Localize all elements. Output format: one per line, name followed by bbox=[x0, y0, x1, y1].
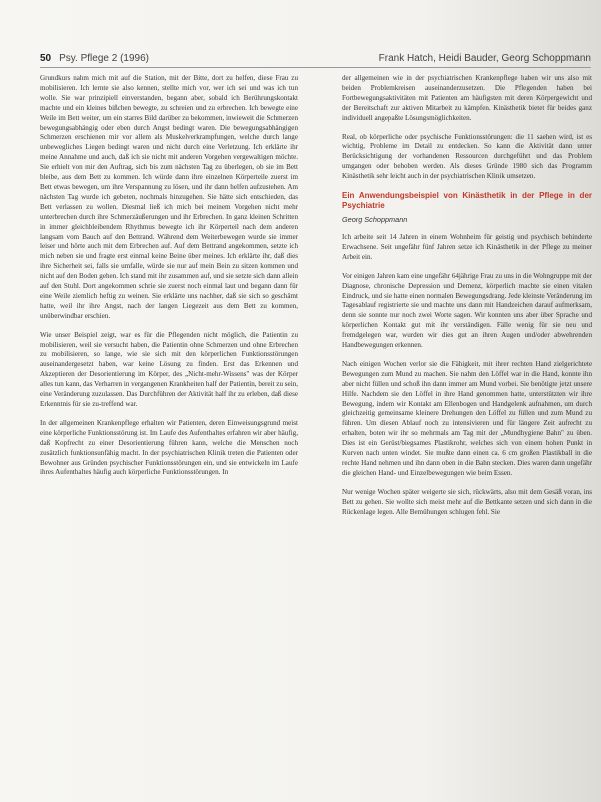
page-header bbox=[40, 50, 591, 66]
body-paragraph: Nach einigen Wochen verlor sie die Fähigkeit, mit ihrer rechten Hand zielgerichtete Bewegungen zum Mund zu machen. Sie nahm den Löffel war in die Hand, konnte ihn aber nicht füllen und schoß ihn dann immer am Mund vorbei. Sie benötigte jetzt unsere Hilfe. Nachdem sie den Löffel in ihre Hand genommen hatte, unterstützten wir ihre Bewegung, indem wir Kontakt am Ellenbogen und Handgelenk aufnahmen, um durch gleichzeitig gemeinsame kleinere Drehungen den Löffel zu füllen und zum Mund zu führen. Um diesen Ablauf noch zu intensivieren und für längere Zeit aufrecht zu erhalten, boten wir ihr so mehrmals am Tag mit der „Mundhygiene Bahn" zu üben. Dies ist ein Gerüst/biegsames Plastikrohr, welches sich von einem hohen Punkt in Kurven nach unten windet. Sie mußte dann einen ca. 6 cm großen Plastikball in die rechte Hand nehmen und ihn dann oben in die Bahn stecken. Dies waren dann ungefähr die gleichen Hand- und Einzelbewegungen wie beim Essen. bbox=[342, 359, 592, 477]
body-paragraph: Grundkurs nahm mich mit auf die Station, mit der Bitte, dort zu helfen, diese Frau zu mobilisieren. Ich lernte sie also kennen, stellte mich vor, wer ich sei und was ich tun wolle. Sie war prinzipiell einverstanden, begann aber, sobald ich Berührungskontakt machte und ein kleines bißchen bewegte, zu schreien und zu erbrechen. Ich bewegte eine Weile im Bett weiter, um ein starres Bild darüber zu bekommen, inwieweit die Schmerzen bewegungsabhängig oder eben durch Angst bedingt waren. Die bewegungsabhängigen Schmerzen erschienen mir vor allem als Muskelverkrampfungen, welche durch lange unbewegliches Liegen bedingt waren und nicht durch eine Verletzung. Ich erklärte ihr meine Annahme und auch, daß ich sie nicht mit anderen Vorgehen vergewaltigen möchte. Sie erhielt von mir den Auftrag, sich bis zum nächsten Tag zu überlegen, ob sie im Bett bleibe, aus dem Bett zu kommen. Ich würde dann ihre einzelnen Körperteile zuerst im Bett etwas bewegen, um ihre Verspannung zu lösen, und ihr dann helfen aufzustehen. Am nächsten Tag wurde ich gebeten, nochmals hinzugehen. Sie hätte sich entschieden, das Bett verlassen zu wollen. Diesmal ließ ich mich bei meinem Vorgehen nicht mehr unterbrechen durch ihre Schmerzäußerungen und ihr Erbrechen. In ganz kleinen Schritten in immer gleichbleibendem Rhythmus bewegte ich ihr Körperteil nach dem anderen langsam vom Bauch auf den Bettrand. Während dem Weiterbewegen wurde sie immer leiser und hörte auch mit dem Erbrechen auf. Auf dem Bettrand angekommen, setzte ich mich neben sie und fragte erst einmal keine Beine über meines. Ich erklärte ihr, daß dies ihre Sicherheit sei, falls sie umfalle, würde sie nur auf mein Bein zu sitzen kommen und nicht auf den Boden gehen. Ich stand mit ihr zusammen auf, und sie setzte sich dann allein auf den Stuhl. Dort angekommen schrie sie zuerst noch einmal laut und begann dann für eine Weile ziemlich heftig zu weinen. Sie erklärte uns nachher, daß sie sich so geschämt hatte, weil ihr ihre Angst, nach der langen Liegezeit aus dem Bett zu kommen, unüberwindbar erschien. bbox=[40, 74, 298, 320]
journal-citation: Psy. Pflege 2 (1996) bbox=[59, 52, 149, 64]
section-author: Georg Schoppmann bbox=[342, 215, 408, 225]
body-paragraph: der allgemeinen wie in der psychiatrischen Krankenpflege haben wir uns also mit beiden Problemkreisen auseinanderzusetzen. Die Pflegenden haben bei Fortbewegungsaktivitäten mit Patienten am häufigsten mit deren Körpergewicht und der Bereitschaft zur aktiven Mitarbeit zu kämpfen. Kinästhetik bietet für beides ganz individuell angepaßte Lösungsmöglichkeiten. bbox=[342, 74, 592, 122]
body-paragraph: Vor einigen Jahren kam eine ungefähr 64jährige Frau zu uns in die Wohngruppe mit der Diagnose, chronische Depression und Demenz, körperlich machte sie einen vitalen Eindruck, und sie hatte einen normalen Bewegungsdrang. Jede kleinste Veränderung im Tagesablauf registrierte sie und machte uns dann mit Handzeichen darauf aufmerksam, denn sie sonnte nur noch zwei Worte sagen. Wir konnten uns aber über Sprache und körperlichen Kontakt gut mit ihr verständigen. Fälle wenig für sie neu und fremdgelegen war, wurden wir dies gut an ihren Augen und/oder abwehrenden Handbewegungen erkennen. bbox=[342, 271, 592, 350]
body-paragraph: Wie unser Beispiel zeigt, war es für die Pflegenden nicht möglich, die Patientin zu mobilisieren, weil sie versucht haben, die Patientin ohne Schmerzen und ohne Erbrechen zu mobilisieren, so lange, wie sie sich mit den körperlichen Funktionsstörungen auseinandergesetzt haben, war keine Lösung zu finden. Erst das Erkennen und Akzeptieren der Desorientierung im Körper, des „Nicht-mehr-Wissens" was der Körper alles tun kann, das Verharren in vergangenen Krankheiten half der Patientin, bereit zu sein, eine Veränderung zuzulassen. Das Durchführen der Aktivität half ihr zu erleben, daß diese Erkenntnis für sie zu-treffend war. bbox=[40, 330, 298, 408]
body-paragraph: Real, ob körperliche oder psychische Funktionsstörungen: die 11 saehen wird, ist es wichtig, Probleme im Detail zu entdecken. So kann die Aktivität dann unter Berücksichtigung der vorhandenen Ressourcen durchgeführt und das Problem umgangen oder behoben werden. Als dieses Gründe 1980 sich das Programm Kinästhetik sehr leicht auch in der psychiatrischen Klinik umsetzen. bbox=[342, 132, 592, 181]
header-rule bbox=[40, 67, 591, 68]
right-column bbox=[342, 74, 592, 527]
body-paragraph: Ich arbeite seit 14 Jahren in einem Wohnheim für geistig und psychisch behinderte Erwachsene. Seit ungefähr fünf Jahren setze ich Kinästhetik in der Pflege zu meiner Arbeit ein. bbox=[342, 232, 592, 261]
header-left bbox=[40, 53, 149, 64]
body-paragraph: In der allgemeinen Krankenpflege erhalten wir Patienten, deren Einweisungsgrund meist eine körperliche Funktionsstörung ist. Im Laufe des Aufenthaltes erfahren wir aber häufig, daß Kopfrecht zu einer Desorientierung führen kann, welche die Menschen noch zusätzlich funktionsunfähig macht. In der psychiatrischen Klinik treten die Patienten oder Bewohner aus Gründen psychischer Funktionsstörungen ein, und sie entwickeln im Laufe ihres Aufenthaltes häufig auch körperliche Funktionsstörungen. In bbox=[40, 418, 298, 477]
section-heading: Ein Anwendungsbeispiel von Kinästhetik in der Pflege in der Psychiatrie bbox=[342, 191, 592, 211]
header-authors: Frank Hatch, Heidi Bauder, Georg Schoppmann bbox=[378, 52, 591, 64]
body-paragraph: Nur wenige Wochen später weigerte sie sich, rückwärts, also mit dem Gesäß voran, ins Bett zu gehen. Sie wollte sich meist mehr auf die Bettkante setzen und sich dann in die Rückenlage legen. Alle Bemühungen schlugen fehl. Sie bbox=[342, 487, 592, 516]
page-number: 50 bbox=[40, 52, 52, 64]
left-column bbox=[40, 74, 298, 487]
